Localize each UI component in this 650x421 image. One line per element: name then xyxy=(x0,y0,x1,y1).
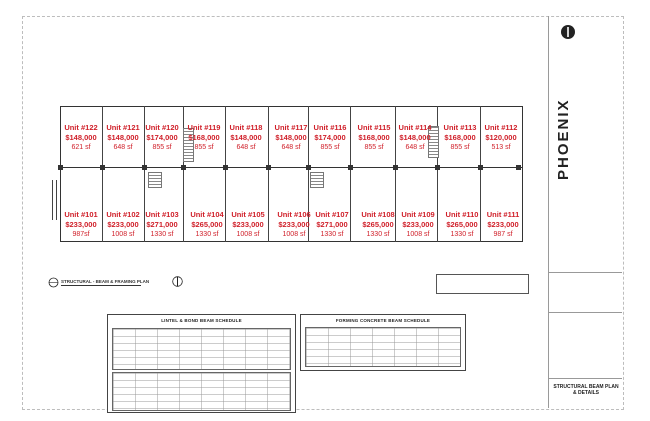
unit-label xyxy=(225,123,267,153)
unit-area: 1008 sf xyxy=(282,231,306,238)
unit-price: $233,000 xyxy=(232,220,264,229)
structural-column xyxy=(181,165,186,170)
unit-area: 1330 sf xyxy=(366,231,390,238)
unit-number: Unit #103 xyxy=(145,210,179,219)
unit-label xyxy=(141,123,183,153)
unit-area: 855 sf xyxy=(320,144,340,151)
unit-label xyxy=(102,210,144,240)
unit-label xyxy=(397,210,439,240)
unit-area: 648 sf xyxy=(236,144,256,151)
unit-price: $271,000 xyxy=(316,220,348,229)
unit-number: Unit #122 xyxy=(64,123,98,132)
unit-area: 855 sf xyxy=(194,144,214,151)
corridor-line xyxy=(60,167,523,168)
entry-line xyxy=(52,180,53,220)
unit-label xyxy=(441,210,483,240)
unit-area: 648 sf xyxy=(113,144,133,151)
unit-number: Unit #121 xyxy=(106,123,140,132)
unit-area: 987 sf xyxy=(493,231,513,238)
unit-label xyxy=(102,123,144,153)
structural-column xyxy=(516,165,521,170)
unit-label xyxy=(309,123,351,153)
unit-price: $265,000 xyxy=(191,220,223,229)
unit-number: Unit #119 xyxy=(187,123,221,132)
unit-area: 1330 sf xyxy=(150,231,174,238)
unit-price: $271,000 xyxy=(146,220,178,229)
unit-area: 1008 sf xyxy=(406,231,430,238)
unit-label xyxy=(311,210,353,240)
unit-number: Unit #108 xyxy=(361,210,395,219)
unit-number: Unit #115 xyxy=(357,123,391,132)
unit-price: $233,000 xyxy=(402,220,434,229)
unit-price: $168,000 xyxy=(188,133,220,142)
unit-label xyxy=(482,210,524,240)
unit-area: 648 sf xyxy=(405,144,425,151)
lintel-schedule-grid xyxy=(112,372,291,411)
unit-area: 987sf xyxy=(72,231,90,238)
brand-logo-text: PHOENIX xyxy=(555,98,572,180)
unit-number: Unit #110 xyxy=(445,210,479,219)
structural-column xyxy=(266,165,271,170)
unit-area: 855 sf xyxy=(450,144,470,151)
structural-column xyxy=(58,165,63,170)
unit-label xyxy=(227,210,269,240)
unit-number: Unit #120 xyxy=(145,123,179,132)
forming-schedule-grid xyxy=(305,327,461,367)
unit-area: 855 sf xyxy=(152,144,172,151)
forming-schedule-table xyxy=(300,314,466,371)
structural-column xyxy=(142,165,147,170)
unit-price: $174,000 xyxy=(314,133,346,142)
unit-number: Unit #102 xyxy=(106,210,140,219)
unit-area: 1330 sf xyxy=(320,231,344,238)
structural-column xyxy=(435,165,440,170)
structural-column xyxy=(478,165,483,170)
unit-price: $148,000 xyxy=(65,133,97,142)
unit-price: $233,000 xyxy=(487,220,519,229)
unit-label xyxy=(186,210,228,240)
unit-area: 1008 sf xyxy=(236,231,260,238)
unit-price: $233,000 xyxy=(107,220,139,229)
unit-number: Unit #106 xyxy=(277,210,311,219)
note-box xyxy=(436,274,529,294)
unit-label xyxy=(357,210,399,240)
structural-column xyxy=(223,165,228,170)
unit-number: Unit #104 xyxy=(190,210,224,219)
structural-column xyxy=(348,165,353,170)
title-block-divider xyxy=(548,378,622,379)
unit-price: $148,000 xyxy=(107,133,139,142)
unit-price: $120,000 xyxy=(485,133,517,142)
unit-label xyxy=(183,123,225,153)
forming-schedule-title: FORMING CONCRETE BEAM SCHEDULE xyxy=(335,318,431,323)
unit-number: Unit #116 xyxy=(313,123,347,132)
structural-column xyxy=(306,165,311,170)
title-block xyxy=(548,16,623,408)
unit-number: Unit #112 xyxy=(484,123,518,132)
unit-label xyxy=(394,123,436,153)
unit-label xyxy=(480,123,522,153)
unit-price: $168,000 xyxy=(358,133,390,142)
caption-underline xyxy=(61,285,141,286)
unit-number: Unit #117 xyxy=(274,123,308,132)
unit-price: $233,000 xyxy=(278,220,310,229)
sheet-title: STRUCTURAL BEAM PLAN & DETAILS xyxy=(553,384,619,396)
unit-area: 621 sf xyxy=(71,144,91,151)
unit-area: 513 sf xyxy=(491,144,511,151)
unit-number: Unit #113 xyxy=(443,123,477,132)
unit-number: Unit #107 xyxy=(315,210,349,219)
title-block-divider xyxy=(548,312,622,313)
lintel-schedule-title: LINTEL & BOND BEAM SCHEDULE xyxy=(161,318,242,323)
unit-price: $174,000 xyxy=(146,133,178,142)
unit-number: Unit #105 xyxy=(231,210,265,219)
unit-price: $148,000 xyxy=(399,133,431,142)
unit-number: Unit #111 xyxy=(486,210,520,219)
plan-caption: STRUCTURAL - BEAM & FRAMING PLAN xyxy=(61,279,150,284)
unit-number: Unit #109 xyxy=(401,210,435,219)
structural-column xyxy=(100,165,105,170)
lintel-schedule-table xyxy=(107,314,296,413)
unit-price: $168,000 xyxy=(444,133,476,142)
unit-price: $148,000 xyxy=(230,133,262,142)
stair xyxy=(148,172,162,188)
north-arrow-icon xyxy=(560,24,576,40)
structural-column xyxy=(393,165,398,170)
unit-label xyxy=(273,210,315,240)
unit-number: Unit #118 xyxy=(229,123,263,132)
section-marker-icon xyxy=(48,277,59,288)
unit-label xyxy=(141,210,183,240)
unit-price: $233,000 xyxy=(65,220,97,229)
unit-label xyxy=(353,123,395,153)
unit-price: $265,000 xyxy=(446,220,478,229)
unit-area: 1008 sf xyxy=(111,231,135,238)
unit-area: 855 sf xyxy=(364,144,384,151)
unit-area: 1330 sf xyxy=(450,231,474,238)
unit-price: $265,000 xyxy=(362,220,394,229)
stair xyxy=(310,172,324,188)
unit-label xyxy=(439,123,481,153)
unit-price: $148,000 xyxy=(275,133,307,142)
unit-label xyxy=(60,210,102,240)
unit-label xyxy=(60,123,102,153)
unit-number: Unit #101 xyxy=(64,210,98,219)
lintel-schedule-grid xyxy=(112,328,291,370)
unit-number: Unit #114 xyxy=(398,123,432,132)
entry-line xyxy=(56,180,57,220)
unit-area: 1330 sf xyxy=(195,231,219,238)
title-block-divider xyxy=(548,272,622,273)
unit-label xyxy=(270,123,312,153)
unit-area: 648 sf xyxy=(281,144,301,151)
north-arrow-icon xyxy=(172,276,183,287)
